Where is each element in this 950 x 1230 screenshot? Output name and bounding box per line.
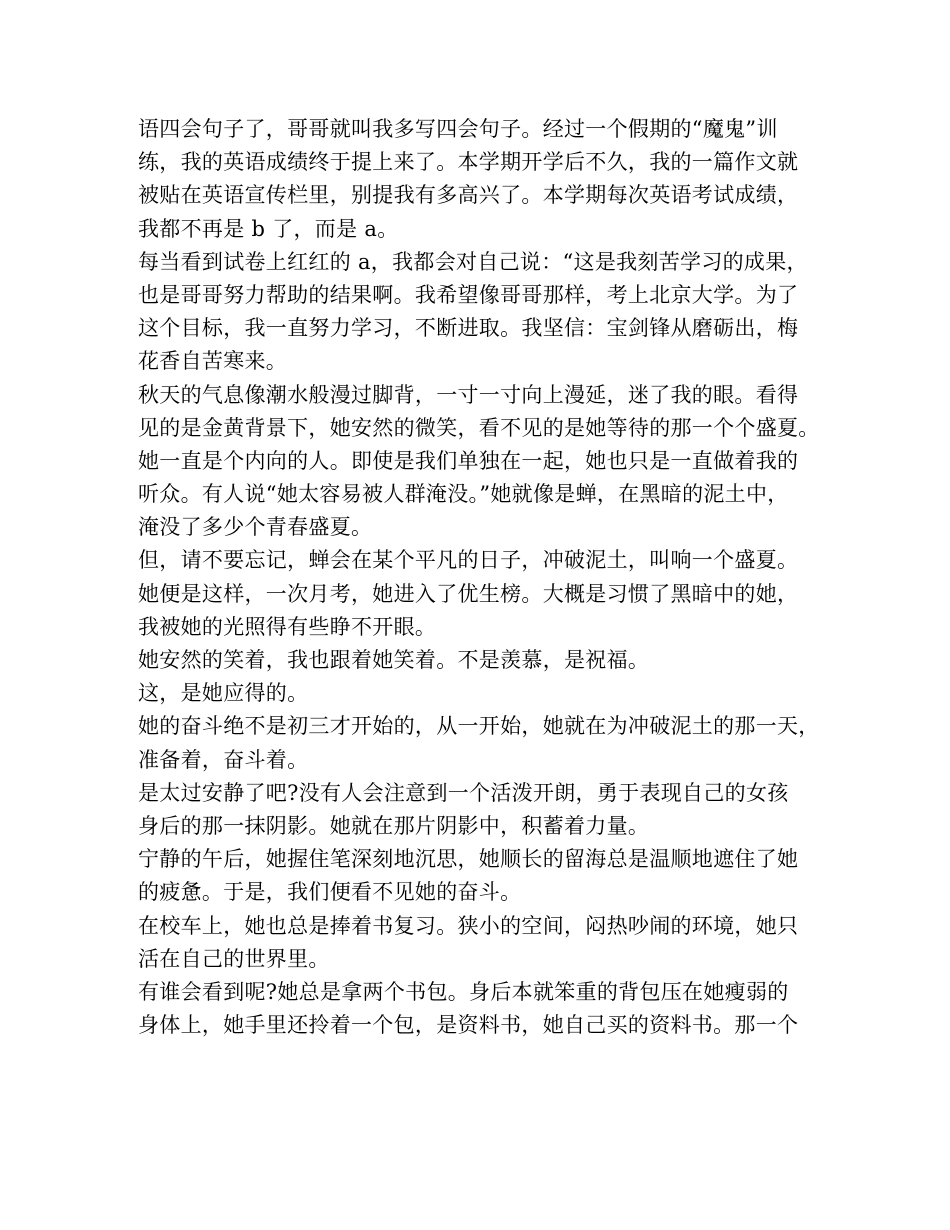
text-line: 这，是她应得的。 xyxy=(138,681,309,706)
text-line: 她的奋斗绝不是初三才开始的，从一开始，她就在为冲破泥土的那一天， xyxy=(138,714,820,739)
text-line: 秋天的气息像潮水般漫过脚背，一寸一寸向上漫延，迷了我的眼。看得 xyxy=(138,382,799,407)
text-line: 是太过安静了吧?没有人会注意到一个活泼开朗，勇于表现自己的女孩 xyxy=(138,780,789,805)
text-line: 她便是这样，一次月考，她进入了优生榜。大概是习惯了黑暗中的她， xyxy=(138,581,799,606)
text-line: 准备着，奋斗着。 xyxy=(138,747,309,772)
text-line: 身体上，她手里还拎着一个包，是资料书，她自己买的资料书。那一个 xyxy=(138,1013,799,1038)
text-line: 她安然的笑着，我也跟着她笑着。不是羡慕，是祝福。 xyxy=(138,648,650,672)
text-line: 有谁会看到呢?她总是拿两个书包。身后本就笨重的背包压在她瘦弱的 xyxy=(138,979,789,1004)
text-line: 花香自苦寒来。 xyxy=(138,349,288,374)
text-line: 听众。有人说“她太容易被人群淹没。”她就像是蝉，在黑暗的泥土中， xyxy=(138,482,789,507)
text-line: 每当看到试卷上红红的 a，我都会对自己说：“这是我刻苦学习的成果， xyxy=(138,249,808,274)
text-line: 语四会句子了，哥哥就叫我多写四会句子。经过一个假期的“魔鬼”训 xyxy=(138,117,778,141)
text-line: 练，我的英语成绩终于提上来了。本学期开学后不久，我的一篇作文就 xyxy=(138,150,799,175)
text-line: 她一直是个内向的人。即使是我们单独在一起，她也只是一直做着我的 xyxy=(138,448,799,473)
text-line: 的疲惫。于是，我们便看不见她的奋斗。 xyxy=(138,880,522,905)
text-line: 见的是金黄背景下，她安然的微笑，看不见的是她等待的那一个个盛夏。 xyxy=(138,415,820,440)
text-line: 但，请不要忘记，蝉会在某个平凡的日子，冲破泥土，叫响一个盛夏。 xyxy=(138,548,799,573)
text-line: 活在自己的世界里。 xyxy=(138,946,330,971)
text-line: 我被她的光照得有些睁不开眼。 xyxy=(138,614,437,639)
text-line: 宁静的午后，她握住笔深刻地沉思，她顺长的留海总是温顺地遮住了她 xyxy=(138,847,799,872)
text-line: 这个目标，我一直努力学习，不断进取。我坚信：宝剑锋从磨砺出，梅 xyxy=(138,316,799,341)
text-line: 我都不再是 b 了，而是 a。 xyxy=(138,216,399,241)
text-line: 淹没了多少个青春盛夏。 xyxy=(138,515,373,540)
text-line: 在校车上，她也总是捧着书复习。狭小的空间，闷热吵闹的环境，她只 xyxy=(138,913,799,938)
text-line: 被贴在英语宣传栏里，别提我有多高兴了。本学期每次英语考试成绩， xyxy=(138,183,799,208)
text-line: 身后的那一抹阴影。她就在那片阴影中，积蓄着力量。 xyxy=(138,813,650,838)
document-body xyxy=(138,113,828,1042)
text-line: 也是哥哥努力帮助的结果啊。我希望像哥哥那样，考上北京大学。为了 xyxy=(138,282,799,307)
